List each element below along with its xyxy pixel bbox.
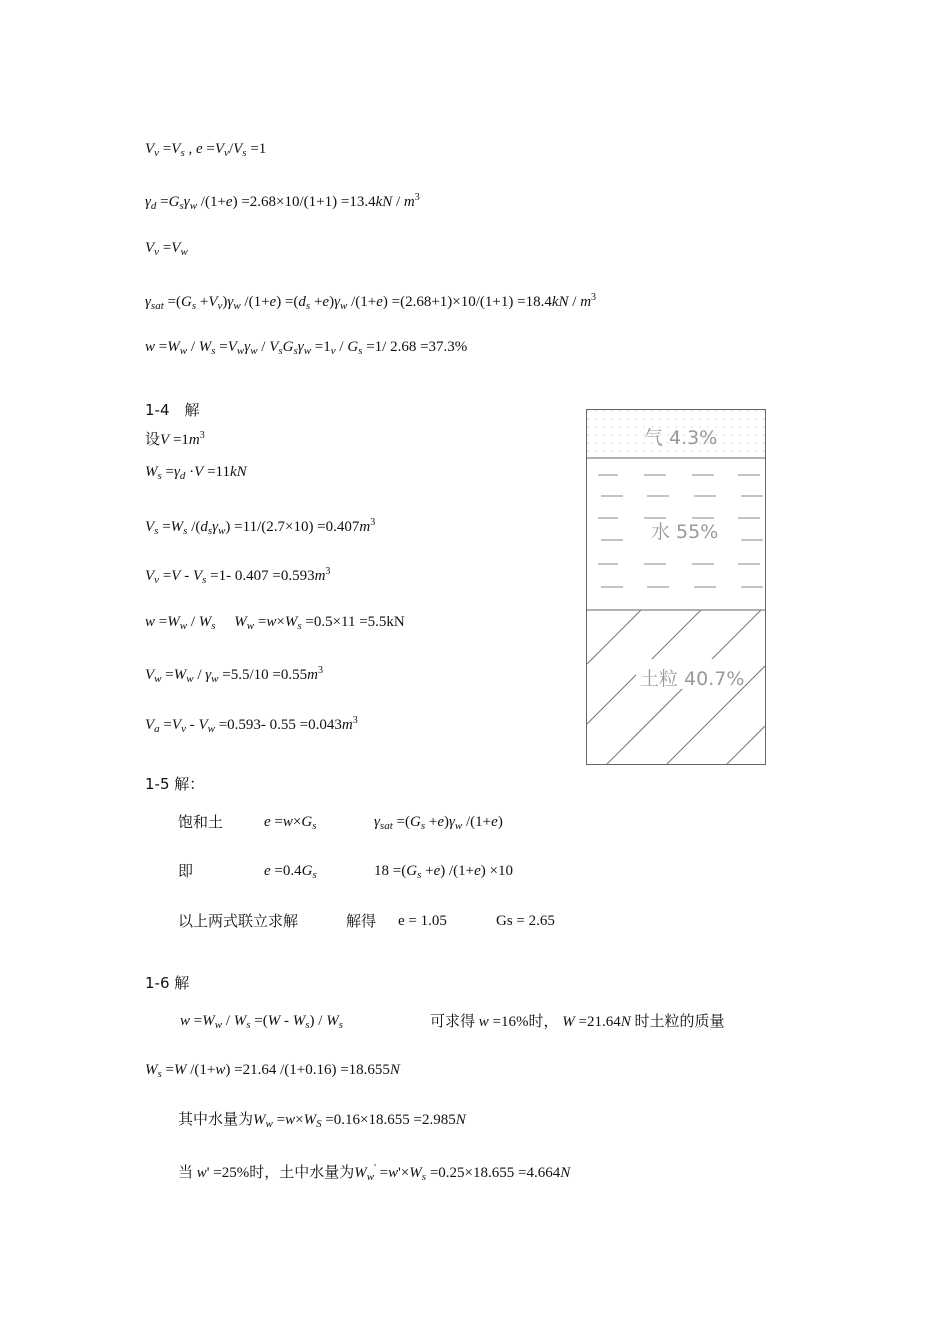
eq-vv-vs: $V_v =V_s$ , $e =V_v/V_s =1$ [145,141,267,159]
eq-ww-prime: 当 w' =25%时，土中水量为$W_w' =w'\times W_s =0.25\times 18.655 =4.664N$ [178,1163,571,1183]
text-when2: 时，土中水量为 [249,1163,355,1181]
label-saturated: 饱和土 [178,813,224,831]
eq-vv-vw: $V_v =V_w$ [145,240,188,258]
eq-ws: $W_s =\gamma_d \cdot V =11kN$ [145,464,247,482]
eq-ww: $w =W_w / W_s$ $W_w =w\times W_s =0.5\times 11 =5.5kN$ [145,614,405,632]
phase-diagram [586,409,766,765]
text-condition: 可求得 w =16%时， W =21.64N 时土粒的质量 [430,1012,725,1030]
eq-gamma-sat-2: $\gamma_{sat} =(G_s +e)\gamma_w$ /(1+e) [374,814,503,832]
eq-gamma-d: $\gamma_d =G_s\gamma_w$ $/(1+e) =2.68\times 10/(1+1) =13.4kN / m^3$ [145,192,420,212]
eq-vs: $V_s =W_s$ $/(d_s\gamma_w) =11/(2.7\times 10) =0.407m^3$ [145,517,376,537]
heading-1-5: 1-5 解： [145,775,205,793]
eq-va: $V_a =V_v - V_w =0.593-$ $0.55 =0.043m^3$ [145,715,358,735]
eq-e-04gs: $e =0.4G_s$ [264,863,317,881]
text-water: 其中水量为 [178,1110,254,1128]
label-result: 解得 [346,912,377,930]
heading-1-4: 1-4 解 [145,401,200,419]
text-qiu: 可求得 [430,1012,476,1030]
label-ji: 即 [178,862,194,880]
air-label: 气 4.3% [644,427,718,449]
water-label: 水 55% [651,521,719,543]
text-dang: 当 [178,1163,194,1181]
text-mass: 时土粒的质量 [634,1012,725,1030]
eq-vw: $V_w =W_w / \gamma_w =5.5/10 =0.55m^3$ [145,665,323,685]
eq-vv: $V_v =V - V_s =1-$ $0.407 =0.593m^3$ [145,566,331,586]
eq-water-content: $w =W_w / W_s =V_w\gamma_w / V_sG_s\gamma_w =1_v / G_s =1/$ 2.68 =37.3% [145,339,468,357]
eq-18: $18 =(G_s +e)$ /(1+e) ×10 [374,863,513,881]
set-label: 设 [145,430,161,448]
eq-e-wgs: $e =w\times G_s$ [264,814,317,832]
heading-1-6: 1-6 解 [145,974,190,992]
eq-ww-value: 其中水量为$W_w =w\times W_S =0.16\times 18.655 =2.985N$ [178,1110,466,1130]
eq-ws-value: $W_s =W$ /(1+w) =21.64 /(1+0.16) =18.655N [145,1062,400,1080]
eq-w-def: $w =W_w / W_s =(W - W_s) / W_s$ [180,1013,343,1031]
eq-gamma-sat: $\gamma_{sat} =(G_s +V_v)\gamma_w$ $/(1+e) =(d_s +e)\gamma_w$ $/(1+e) =(2.68+1)\times 10/(1+1) =18.4kN / m^3$ [145,292,597,312]
label-solve: 以上两式联立求解 [178,912,299,930]
eq-set-v: 设$V =1m^3$ [145,430,205,448]
result-e: e = 1.05 [398,913,447,929]
soil-label: 土粒 40.7% [640,668,745,690]
text-when: 时， [528,1012,559,1030]
result-gs: Gs = 2.65 [496,913,555,929]
